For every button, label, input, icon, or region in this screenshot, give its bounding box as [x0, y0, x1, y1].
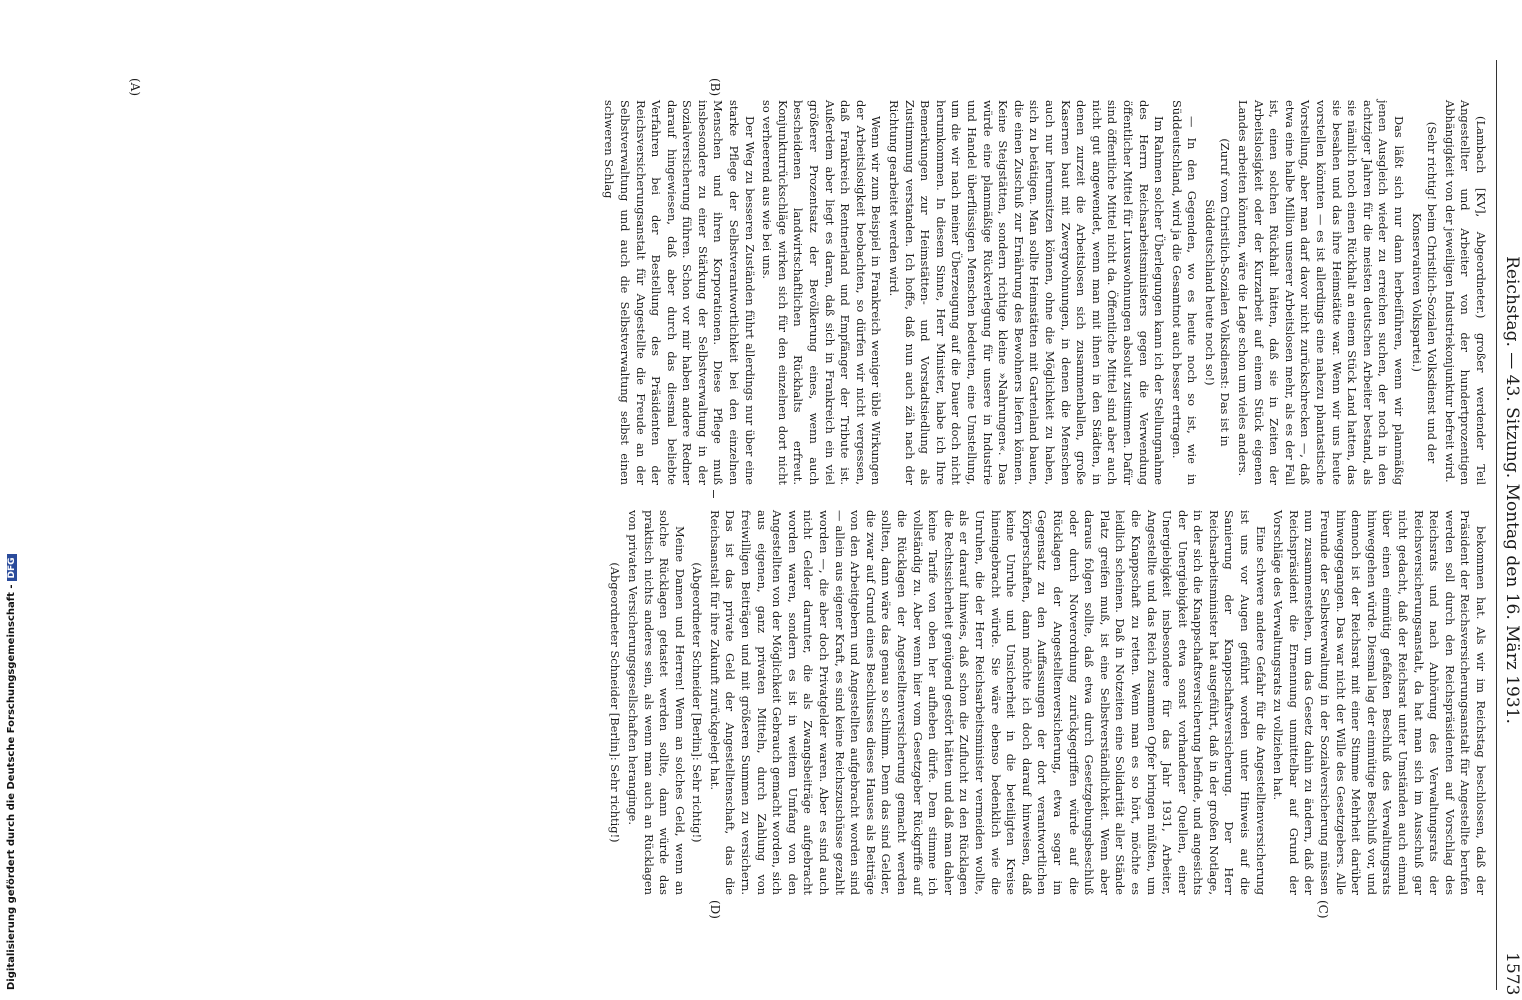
paragraph: Das läßt sich nur dann herbeiführen, wenn wir planmäßig jenen Ausgleich wieder zu erreichen suchen, der noch in den achtziger Jahren für die meisten deutschen Arbeiter bestand, als sie nämlich noch einen Rückhalt an einem Stück Land hatten, das sie besahen und das ihre Heimstätte war. Wenn wir uns heute vorstellen könnten — es ist allerdings eine nahezu phantastische Vorstellung, aber man darf davor nicht zurückschrecken —, daß etwa eine halbe Million unserer Arbeitslosen mehr, als es der Fall ist, einen solchen Rückhalt hätten, daß sie in Zeiten der Arbeitslosigkeit oder der Kurzarbeit auf einem Stück eigenen Landes arbeiten könnten, wäre die Lage schon um vieles anders. [1236, 100, 1407, 485]
interjection: (Abgeordneter Schneider [Berlin]: Sehr richtig!) [608, 562, 623, 843]
column-separator [713, 490, 714, 498]
paragraph: Eine schwere andere Gefahr für die Angestelltenversicherung ist uns vor Augen geführt worden unter Hinweis auf die Sanierung der Knappschaftsversicherung. Der Herr Reichsarbeitsminister hat ausgeführt, daß in der großen Notlage, in der sich die Knappschaftsversicherung befinde, und angesichts der Unergiebigkeit etwa sonst vorhandener Quellen, einer Unergiebigkeit insbesondere für das Jahr 1931, Arbeiter, Angestellte und das Reich zusammen Opfer bringen müßten, um die Knappschaft zu retten. Wenn man es so hört, möchte es leidlich scheinen. Daß in Notzeiten eine Solidarität aller Stände Platz greifen muß, ist eine Selbstverständlichkeit. Wenn aber daraus folgen sollte, daß etwa durch Gesetzgebungsbeschluß oder durch Notverordnung zurückgegriffen würde auf die Rücklagen der Angestelltenversicherung, etwa sogar im Gegensatz zu den Auffassungen der dort verantwortlichen Körperschaften, dann möchte ich doch darauf hinweisen, daß keine Unruhe und Unsicherheit in die beteiligten Kreise hineingebracht würde. Sie wäre ebenso bedenklich wie die Unruhen, die der Herr Reichsarbeitsminister vermeiden wollte, als er darauf hinwies, daß schon die Zuflucht zu den Rücklagen die Rechtssicherheit genügend gestört hätten und daß man daher keine Tarife von oben her aufheben dürfe. Dem stimme ich vollständig zu. Aber wenn hier vom Gesetzgeber Rückgriffe auf die Rücklagen der Angestelltenversicherung gemacht werden sollten, dann wäre das genau so schlimm. Denn das sind Gelder, die zwar auf Grund eines Beschlusses dieses Hauses als Beiträge von den Arbeitgebern und Angestellten aufgebracht worden sind — allein aus eigener Kraft, es sind keine Reichszuschüsse gezahlt worden —, die aber doch Privatgelder waren. Aber es sind auch nicht Gelder darunter, die als Zwangsbeiträge aufgebracht worden waren, sondern es ist in weitem Umfang von den Angestellten von der Möglichkeit Gebrauch gemacht worden, sich aus eigenen, ganz privaten Mitteln, durch Zahlung von freiwilligen Beiträgen und mit größeren Summen zu versichern. Das ist das private Geld der Angestelltenschaft, das die Reichsanstalt für ihre Zukunft zurückgelegt hat. [707, 510, 1268, 895]
paragraph: Wenn wir zum Beispiel in Frankreich weniger üble Wirkungen der Arbeitslosigkeit beobachten, so dürfen wir nicht vergessen, daß Frankreich Rentnerland und Empfänger der Tribute ist. Außerdem aber liegt es daran, daß sich in Frankreich ein viel größerer Prozentsatz der Bevölkerung eines, wenn auch bescheidenen landwirtschaftlichen Rückhalts erfreut. Konjunkturrückschläge wirken sich für den einzelnen dort nicht so verheerend aus wie bei uns. [760, 100, 884, 485]
page-number: 1573 [1502, 952, 1522, 996]
header-rule [1496, 60, 1497, 990]
dfg-logo: DFG [7, 554, 17, 581]
margin-mark-b: (B) [708, 78, 722, 97]
paragraph: Meine Damen und Herren! Wenn an solches Geld, wenn an solche Rücklagen getastet werden sollte, dann würde das praktisch nichts anderes sein, als wenn man auch an Rücklagen von privaten Versicherungsgesellschaften heranginge. [625, 510, 687, 895]
right-column [608, 510, 1488, 895]
paragraph: bekommen hat. Als wir im Reichstag beschlossen, daß der Präsident der Reichsversicherungsanstalt für Angestellte berufen werden soll durch den Reichspräsidenten auf Vorschlag des Reichsrats und nach Anhörung des Verwaltungsrats der Reichsversicherungsanstalt, da hat man sich im Ausschuß gar nicht gedacht, daß der Reichsrat unter Umständen auch einmal über einen einmütig gefaßten Beschluß des Verwaltungsrats hinweggehen würde. Diesmal lag der einmütige Beschluß vor, und dennoch ist der Reichsrat mit einer Stimme Mehrheit darüber hinweggegangen. Das war nicht der Wille des Gesetzgebers. Alle Freunde der Selbstverwaltung in der Sozialversicherung müssen nun zusammenstehen, um das Gesetz dahin zu ändern, daß der Reichspräsident die Ernennung unmittelbar auf Grund der Vorschläge des Verwaltungsrats zu vollziehen hat. [1271, 510, 1488, 895]
paragraph: (Lambach [KV], Abgeordneter.) großer werdender Teil Angestellter und Arbeiter von der hundertprozentigen Abhängigkeit von der jeweiligen Industriekonjunktur befreit wird. [1442, 100, 1488, 485]
interjection: (Abgeordneter Schneider [Berlin]: Sehr richtig!) [690, 562, 705, 843]
page-header [1502, 60, 1522, 1000]
digitization-footer [6, 554, 17, 990]
page-title: Reichstag. — 43. Sitzung. Montag den 16. März 1931. [1502, 256, 1522, 724]
interjection: (Zuruf vom Christlich-Sozialen Volksdienst: Das ist in Süddeutschland heute noch so!) [1202, 138, 1233, 447]
margin-mark-c: (C) [1316, 900, 1330, 919]
interjection: (Sehr richtig! beim Christlich-Sozialen Volksdienst und der Konservativen Volkspartei.) [1409, 121, 1440, 464]
paragraph: Der Weg zu besseren Zuständen führt allerdings nur über eine starke Pflege der Selbstverantwortlichkeit bei den einzelnen Menschen und ihren Korporationen. Diese Pflege muß insbesondere zu einer Stärkung der Selbstverwaltung in der Sozialversicherung führen. Schon vor mir haben andere Redner darauf hingewiesen, daß aber durch das diesmal beliebte Verfahren bei der Bestellung des Präsidenten der Reichsversicherungsanstalt für Angestellte die Freude an der Selbstverwaltung und auch die Selbstverwaltung selbst einen schweren Schlag [602, 100, 757, 485]
footer-text: Digitalisierung gefördert durch die Deutsche Forschungsgemeinschaft - [6, 584, 17, 990]
paragraph: — In den Gegenden, wo es heute noch so ist, wie in Süddeutschland, wird ja die Gesamtnot auch besser ertragen. [1169, 100, 1200, 485]
left-column [602, 100, 1488, 485]
margin-mark-d: (D) [708, 900, 722, 919]
paragraph: Im Rahmen solcher Überlegungen kann ich der Stellungnahme des Herrn Reichsarbeitsministers gegen die Verwendung öffentlicher Mittel für Luxuswohnungen absolut zustimmen. Dafür sind öffentliche Mittel nicht da. Öffentliche Mittel sind aber auch nicht gut angewendet, wenn man mit ihnen in den Städten, in denen zurzeit die Arbeitslosen sich zusammenballen, große Kasernen baut mit Zwergwohnungen, in denen die Menschen auch nur herumsitzen können, ohne die Möglichkeit zu haben, sich zu betätigen. Man sollte Heimstätten mit Gartenland bauen, die einen Zuschuß zur Ernährung des Bewohners liefern können. Keine Steigstätten, sondern richtige kleine »Nahrungen«. Das würde eine planmäßige Rückverlegung für unsere in Industrie und Handel überflüssigen Menschen bedeuten, eine Umstellung, um die wir nach meiner Überzeugung auf die Dauer doch nicht herumkommen. In diesem Sinne, Herr Minister, habe ich Ihre Bemerkungen zur Heimstätten- und Vorstadtsiedlung als Zustimmung verstanden. Ich hoffe, daß nun auch zäh nach der Richtung gearbeitet werden wird. [887, 100, 1167, 485]
margin-mark-a: (A) [128, 78, 142, 97]
